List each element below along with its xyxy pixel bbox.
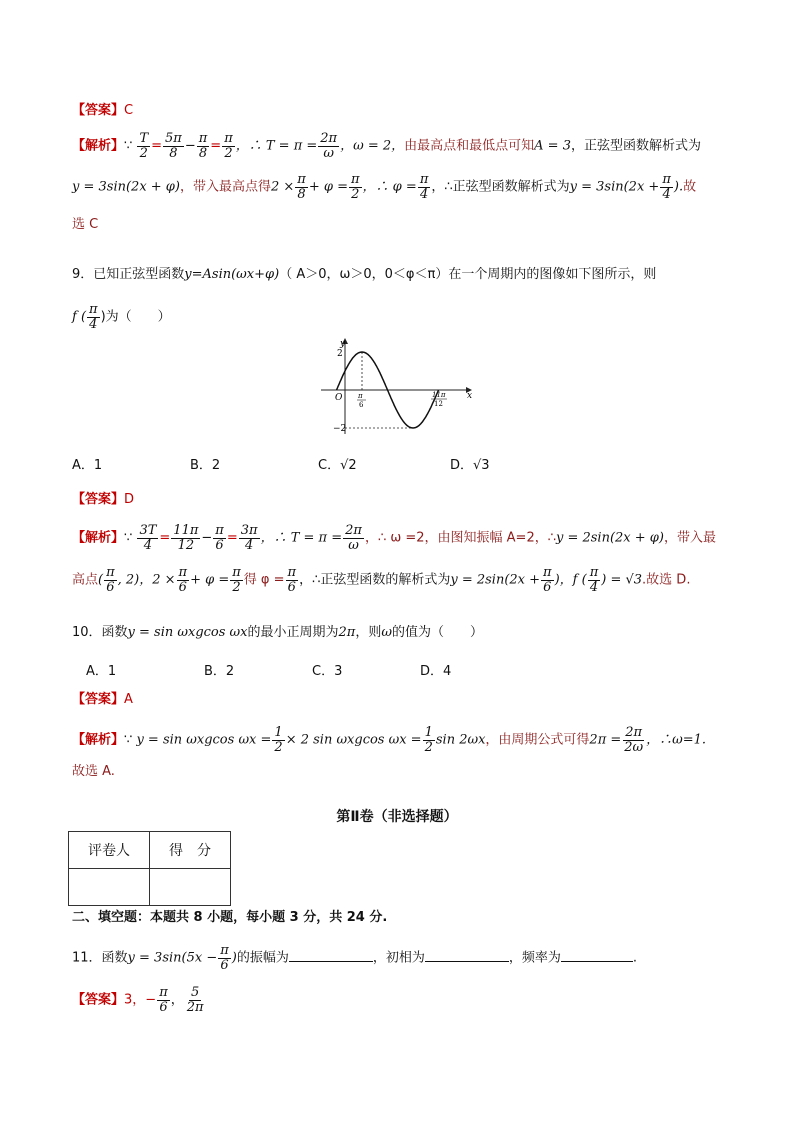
answer-tag: 【答案】	[72, 692, 125, 707]
function-expr: y = 3sin(2x + φ)	[72, 179, 180, 195]
period-expr: ，∴ T = π =	[235, 138, 318, 154]
analysis-text: 由最高点和最低点可知	[404, 138, 535, 154]
frequency-blank[interactable]	[561, 949, 633, 962]
y-max-label: 2	[337, 349, 343, 359]
q9-option-d[interactable]: D．√3	[450, 458, 490, 473]
q9-option-c[interactable]: C．√2	[318, 458, 357, 473]
q10-option-a[interactable]: A．1	[86, 664, 117, 679]
y-min-label: −2	[333, 424, 347, 434]
analysis-text: ，∴正弦型函数解析式为	[431, 179, 570, 195]
analysis-tag: 【解析】	[72, 732, 125, 748]
phase-blank[interactable]	[425, 949, 509, 962]
q9-stem-line2: f ( $\frac{\pi}{4}$ )为（ ）	[72, 302, 171, 332]
q8-analysis-line1: 【解析】∵ $\frac{T}{2}$ = $\frac{5\pi}{8}$ − $\frac{\pi}{8}$ = $\frac{\pi}{2}$ ，∴ T = π = $\frac{2\pi}{\omega}$ ，ω = 2，由最高点和最低点可知A = 3，正弦型函数解析式为	[72, 131, 701, 161]
q10-answer-line	[72, 691, 133, 709]
q9-option-a[interactable]: A．1	[72, 458, 103, 473]
q9-answer-line	[72, 491, 134, 509]
q8-analysis-line2: y = 3sin(2x + φ)，带入最高点得2 × $\frac{\pi}{8}$ + φ = $\frac{\pi}{2}$ ，∴ φ = $\frac{\pi}{4}$ ，∴正弦型函数解析式为y = 3sin(2x + $\frac{\pi}{4}$ ).故	[72, 172, 697, 202]
fraction: $\frac{5\pi}{8}$	[165, 131, 182, 161]
q8-analysis-line3: 选 C	[72, 217, 99, 232]
fraction: $\frac{\pi}{2}$	[224, 131, 233, 161]
fraction: $\frac{\pi}{8}$	[297, 172, 306, 202]
q10-analysis-line1: 【解析】∵ y = sin ωxgcos ωx = $\frac{1}{2}$ × 2 sin ωxgcos ωx = $\frac{1}{2}$ sin 2ωx，由周期公式可得2π = $\frac{2\pi}{2\omega}$ ，∴ω=1.	[72, 725, 707, 755]
q10-option-d[interactable]: D．4	[420, 664, 452, 679]
section-title: 第Ⅱ卷（非选择题）	[336, 809, 458, 825]
tick2-den: 12	[434, 400, 443, 408]
fraction: $\frac{\pi}{4}$	[419, 172, 429, 202]
omega-expr: ，ω = 2，	[340, 138, 405, 154]
score-cell[interactable]	[150, 869, 231, 906]
answer-value: D	[124, 492, 135, 507]
fraction: $\frac{\pi}{2}$	[351, 172, 360, 202]
q9-analysis-line1: 【解析】∵ $\frac{3T}{4}$ = $\frac{11\pi}{12}$ − $\frac{\pi}{6}$ = $\frac{3\pi}{4}$ ，∴ T = π = $\frac{2\pi}{\omega}$ ，∴ ω =2，由图知振幅 A=2，∴y = 2sin(2x + φ)，带入最	[72, 523, 716, 553]
tick2-num: 11π	[432, 391, 446, 399]
y-axis-label: y	[340, 339, 346, 349]
answer-tag: 【答案】	[72, 103, 125, 118]
q10-option-b[interactable]: B．2	[204, 664, 235, 679]
score-header: 得 分	[150, 832, 231, 869]
answer-value: A	[124, 692, 133, 707]
fraction: $\frac{\pi}{4}$	[89, 302, 98, 332]
analysis-text: ，∴ ω =2，由图知振幅 A=2，∴	[364, 530, 556, 546]
q9-option-b[interactable]: B．2	[190, 458, 221, 473]
origin-label: O	[335, 393, 343, 403]
q8-answer-line	[72, 102, 133, 120]
analysis-text: ，带入最高点得	[179, 179, 271, 195]
sine-graph	[316, 336, 476, 436]
grader-cell[interactable]	[69, 869, 150, 906]
q9-stem-line1: 9．已知正弦型函数y=Asin(ωx+φ)（ A＞0，ω＞0，0＜φ＜π）在一个周期内的图像如下图所示，则	[72, 267, 657, 282]
q10-stem: 10．函数y = sin ωxgcos ωx的最小正周期为2π，则ω的值为（ ）	[72, 625, 483, 640]
because-symbol: ∵	[124, 138, 133, 154]
q10-analysis-line2: 故选 A.	[72, 764, 115, 779]
analysis-tag: 【解析】	[72, 530, 125, 546]
x-axis-label: x	[467, 391, 473, 401]
answer-tag: 【答案】	[72, 992, 125, 1008]
answer-value: C	[124, 103, 134, 118]
score-table	[68, 831, 231, 906]
function-expr: y=Asin(ωx+φ)	[184, 267, 280, 282]
analysis-text: ，正弦型函数解析式为	[570, 138, 701, 154]
answer-tag: 【答案】	[72, 492, 125, 507]
amplitude-blank[interactable]	[289, 949, 373, 962]
q11-stem: 11．函数y = 3sin(5x − $\frac{\pi}{6}$ )的振幅为 ，初相为 ，频率为 .	[72, 943, 638, 973]
tick1-num: π	[358, 392, 363, 400]
fraction: $\frac{2\pi}{\omega}$	[320, 131, 338, 161]
tick1-den: 6	[359, 401, 364, 409]
q11-answer-line: 【答案】3，− $\frac{\pi}{6}$ ， $\frac{5}{2\pi}$	[72, 985, 204, 1015]
analysis-tag: 【解析】	[72, 138, 125, 154]
fraction: $\frac{\pi}{8}$	[198, 131, 208, 161]
amplitude-expr: A = 3	[534, 138, 571, 154]
q9-analysis-line2: 高点( $\frac{\pi}{6}$ , 2)，2 × $\frac{\pi}{6}$ + φ = $\frac{\pi}{2}$ 得 φ = $\frac{\pi}{6}$ ，∴正弦型函数的解析式为y = 2sin(2x + $\frac{\pi}{6}$ )，f ( $\frac{\pi}{4}$ ) = √3.故选 D.	[72, 565, 691, 595]
section-heading: 二、填空题：本题共 8 小题，每小题 3 分，共 24 分.	[72, 910, 388, 925]
q10-option-c[interactable]: C．3	[312, 664, 343, 679]
fraction: $\frac{T}{2}$	[139, 131, 149, 161]
fraction: $\frac{\pi}{4}$	[662, 172, 671, 202]
grader-header: 评卷人	[69, 832, 150, 869]
